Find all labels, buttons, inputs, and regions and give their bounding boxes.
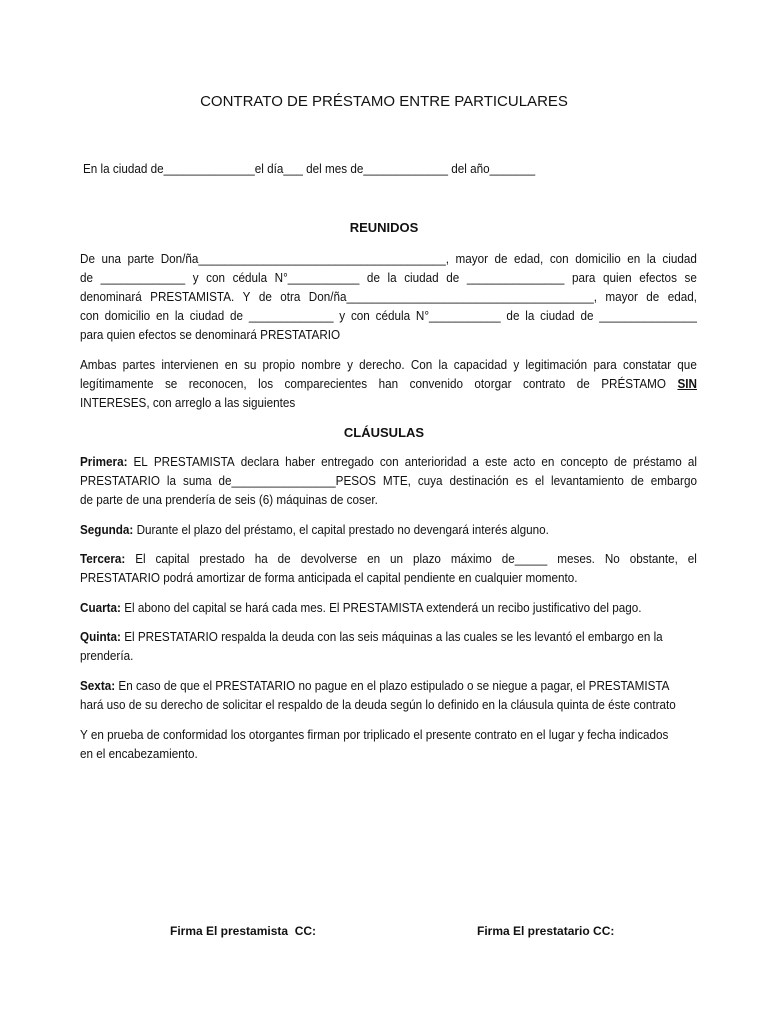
clause-sexta-label: Sexta:	[80, 678, 116, 693]
word: el	[687, 551, 697, 566]
word: suma	[182, 473, 212, 488]
word: De	[80, 251, 95, 266]
word: N°___________	[274, 270, 360, 285]
word: _______________	[599, 308, 697, 323]
word: legitimación	[525, 357, 588, 372]
word: de	[258, 289, 272, 304]
word: meses.	[557, 551, 595, 566]
word: una	[101, 251, 122, 266]
word: y	[192, 270, 199, 285]
intro-line-3: INTERESES, con arreglo a las siguientes	[80, 395, 296, 410]
word: la	[646, 251, 656, 266]
word: cédula	[232, 270, 268, 285]
word: en	[224, 357, 238, 372]
word: destinación	[449, 473, 509, 488]
clause-primera-line-3: de parte de una prendería de seis (6) máquinas de coser.	[80, 492, 378, 507]
word: EL	[133, 454, 148, 469]
closing-line-2: en el encabezamiento.	[80, 746, 198, 761]
word: en	[627, 251, 641, 266]
word: devolverse	[300, 551, 358, 566]
document-title: CONTRATO DE PRÉSTAMO ENTRE PARTICULARES	[200, 93, 568, 110]
word: de	[446, 270, 460, 285]
word: con	[80, 308, 99, 323]
word: un	[390, 551, 404, 566]
word: PRESTATARIO	[80, 473, 160, 488]
word: la	[174, 308, 184, 323]
word: es	[515, 473, 529, 488]
clause-tercera-line-2: PRESTATARIO podrá amortizar de forma anticipada el capital pendiente en cualquier momento.	[80, 570, 578, 585]
clause-label: Primera:	[80, 454, 128, 469]
word: otorgar	[474, 376, 512, 391]
word: quien	[602, 270, 632, 285]
word: para	[572, 270, 596, 285]
word: mayor	[455, 251, 488, 266]
clause-tercera-line-1	[80, 551, 697, 567]
intro-line-2	[80, 376, 697, 392]
clause-sexta-line-1	[80, 678, 697, 694]
clause-quinta-line-2: prendería.	[80, 648, 134, 663]
word: la	[438, 357, 448, 372]
word: edad,	[667, 289, 697, 304]
word: mayor	[605, 289, 638, 304]
word: levantamiento	[551, 473, 624, 488]
word: otra	[280, 289, 301, 304]
word: de________________PESOS	[218, 473, 376, 488]
word: de	[230, 308, 244, 323]
word: _______________	[466, 270, 565, 285]
word: para	[593, 357, 617, 372]
signature-prestamista: Firma El prestamista CC:	[170, 924, 317, 938]
word: en	[541, 454, 555, 469]
parties-line-3	[80, 289, 697, 305]
word: _____________	[100, 270, 186, 285]
word: con	[206, 270, 226, 285]
clause-quinta-text: El PRESTATARIO respalda la deuda con las seis máquinas a las cuales se les levantó el embargo en la	[124, 629, 663, 644]
word: parte	[127, 251, 155, 266]
word: Don/ña______________________________________,	[160, 251, 449, 266]
word: en	[156, 308, 170, 323]
word: de	[630, 473, 644, 488]
word: PRESTAMISTA.	[150, 289, 235, 304]
word: convenido	[409, 376, 463, 391]
word: Ambas	[80, 357, 117, 372]
word: obstante,	[629, 551, 678, 566]
word: nombre	[301, 357, 341, 372]
clause-segunda-text: Durante el plazo del préstamo, el capital prestado no devengará interés alguno.	[136, 522, 549, 537]
word: El	[135, 551, 146, 566]
word: los	[258, 376, 274, 391]
date-line: En la ciudad de______________el día___ del mes de_____________ del año_______	[83, 161, 536, 176]
word: comparecientes	[284, 376, 368, 391]
sin-emphasis: SIN	[677, 376, 697, 391]
word: máximo	[450, 551, 492, 566]
word: se	[684, 270, 697, 285]
word: ciudad	[404, 270, 439, 285]
parties-line-4	[80, 308, 697, 324]
word: de	[580, 308, 594, 323]
word: con	[549, 251, 569, 266]
word: que	[677, 357, 697, 372]
closing-line-1: Y en prueba de conformidad los otorgantes firman por triplicado el presente contrato en el lugar y fecha indicados	[80, 727, 669, 742]
parties-line-2	[80, 270, 697, 286]
clause-cuarta-label: Cuarta:	[80, 600, 121, 615]
parties-line-1	[80, 251, 697, 267]
word: la	[166, 473, 177, 488]
word: de	[366, 270, 380, 285]
word: contrato	[522, 376, 566, 391]
word: la	[525, 308, 535, 323]
word: y	[347, 357, 353, 372]
word: Con	[410, 357, 433, 372]
word: PRÉSTAMO	[601, 376, 666, 391]
word: Don/ña______________________________________,	[308, 289, 598, 304]
clause-label: Tercera:	[80, 551, 126, 566]
word: entregado	[321, 454, 374, 469]
word: reconocen,	[188, 376, 247, 391]
word: derecho.	[359, 357, 405, 372]
clause-primera-line-2	[80, 473, 697, 489]
word: haber	[285, 454, 316, 469]
word: al	[687, 454, 697, 469]
parties-line-5: para quien efectos se denominará PRESTATARIO	[80, 327, 341, 342]
word: efectos	[639, 270, 677, 285]
word: intervienen	[161, 357, 219, 372]
word: partes	[122, 357, 156, 372]
word: de	[80, 270, 94, 285]
word: han	[378, 376, 399, 391]
word: la	[387, 270, 397, 285]
word: capital	[155, 551, 190, 566]
word: con	[350, 308, 370, 323]
word: domicilio	[575, 251, 621, 266]
word: propio	[262, 357, 296, 372]
word: ha	[254, 551, 268, 566]
word: constatar	[622, 357, 672, 372]
reunidos-heading: REUNIDOS	[349, 220, 419, 235]
word: PRESTAMISTA	[153, 454, 235, 469]
word: de	[646, 289, 660, 304]
word: de_____	[501, 551, 548, 566]
clause-sexta-line-2: hará uso de su derecho de solicitar el respaldo de la deuda según lo definido en la cláusula quinta de éste contrato	[80, 697, 676, 712]
clause-cuarta-text: El abono del capital se hará cada mes. El PRESTAMISTA extenderá un recibo justificativo del pago.	[124, 600, 642, 615]
word: este	[485, 454, 508, 469]
word: legítimamente	[80, 376, 154, 391]
clausulas-heading: CLÁUSULAS	[343, 425, 425, 440]
word: en	[367, 551, 381, 566]
intro-line-1	[80, 357, 697, 373]
word: _____________	[248, 308, 334, 323]
word: con	[379, 454, 399, 469]
word: cédula	[375, 308, 411, 323]
clause-segunda	[80, 522, 697, 538]
word: plazo	[412, 551, 441, 566]
word: de	[506, 308, 520, 323]
word: ciudad	[662, 251, 697, 266]
word: capacidad	[453, 357, 508, 372]
word: No	[604, 551, 620, 566]
word: su	[243, 357, 257, 372]
word: y	[339, 308, 346, 323]
word: anterioridad	[404, 454, 467, 469]
word: N°___________	[415, 308, 501, 323]
word: cuya	[417, 473, 443, 488]
word: prestado	[199, 551, 245, 566]
word: domicilio	[104, 308, 151, 323]
word: acto	[513, 454, 536, 469]
clause-primera-line-1	[80, 454, 697, 470]
word: MTE,	[382, 473, 411, 488]
word: de	[494, 251, 508, 266]
word: concepto	[560, 454, 608, 469]
word: edad,	[514, 251, 544, 266]
clause-quinta-line-1	[80, 629, 697, 645]
word: préstamo	[633, 454, 682, 469]
word: declara	[240, 454, 280, 469]
word: Y	[242, 289, 251, 304]
signature-prestatario: Firma El prestatario CC:	[477, 924, 615, 938]
clause-segunda-label: Segunda:	[80, 522, 134, 537]
word: a	[472, 454, 480, 469]
word: embargo	[650, 473, 697, 488]
word: el	[534, 473, 545, 488]
word: ciudad	[540, 308, 575, 323]
word: de	[576, 376, 590, 391]
clause-cuarta	[80, 600, 697, 616]
word: y	[513, 357, 520, 372]
clause-sexta-text: En caso de que el PRESTATARIO no pague en el plazo estipulado o se niegue a pagar, el PRESTAMISTA	[118, 678, 670, 693]
word: se	[164, 376, 178, 391]
word: de	[613, 454, 628, 469]
clause-quinta-label: Quinta:	[80, 629, 121, 644]
word: denominará	[80, 289, 142, 304]
word: de	[277, 551, 291, 566]
word: ciudad	[189, 308, 225, 323]
